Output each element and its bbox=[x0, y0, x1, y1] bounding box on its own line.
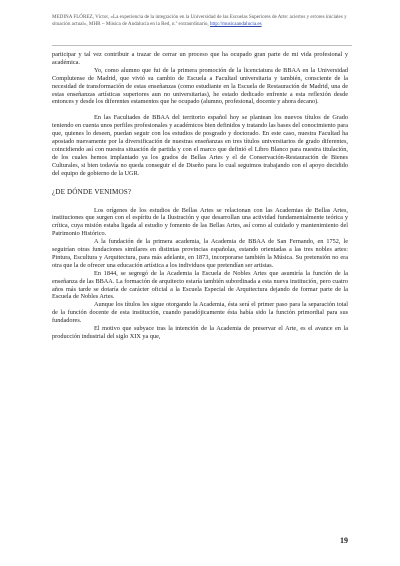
section-heading: ¿DE DÓNDE VENIMOS? bbox=[52, 187, 132, 196]
header-link[interactable]: http://musicaandalucia.es bbox=[209, 20, 262, 27]
article-body bbox=[52, 51, 348, 341]
header-citation: MEDINA FLÓREZ, Víctor, «La experiencia de la integración en la Universidad de las Escuelas Superiores de Arte: aciertos y errores iniciales y situación actual», MHR ~ Música de Andalucía en la Red, n.º extraordinario, bbox=[52, 14, 347, 27]
paragraph: En las Facultades de BBAA del territorio español hoy se plantean los nuevos títulos de Grado teniendo en cuenta unos perfiles profesionales y académicos bien definidos y tratando las bases del conocimiento para que, quienes lo deseen, puedan seguir con los estudios de posgrado y doctorado. En este caso, nuestra Facultad ha apostado nuevamente por la diversificación de nuestras enseñanzas en tres títulos universitarios de grado diferentes, coincidiendo así con nuestra situación de partida y con el marco que definió el Libro Blanco para nuestra titulación, de los cuales hemos implantado ya los grados de Bellas Artes y el de Conservación-Restauración de Bienes Culturales, si bien todavía no queda conseguir el de Diseño para lo cual seguimos trabajando con el apoyo decidido del equipo de gobierno de la UGR. bbox=[52, 114, 348, 177]
paragraph: participar y tal vez contribuir a trazar de cerrar un proceso que ha ocupado gran parte de mi vida profesional y académica. bbox=[52, 51, 348, 66]
paragraph: Yo, como alumno que fui de la primera promoción de la licenciatura de BBAA en la Universidad Complutense de Madrid, que vivió su cambio de Escuela a Facultad universitaria y también, consciente de la necesidad de transformación de estas enseñanzas (como estudiante en la Escuela de Restauración de Madrid, una de estas enseñanzas artísticas superiores aun no universitarias), he estado dedicado enfrente a esta reflexión desde entonces y desde los diferentes estamentos que he ocupado (alumno, profesional, docente y ahora decano). bbox=[52, 66, 348, 106]
paragraph: Los orígenes de los estudios de Bellas Artes se relacionan con las Academias de Bellas Artes, instituciones que surgen con el espíritu de la Ilustración y que desarrollan una actividad fundamentalmente teórica y crítica, cuya misión estaba ligada al estudio y fomento de las Bellas Artes, así como al cuidado y mantenimiento del Patrimonio Histórico. bbox=[52, 206, 348, 238]
running-header bbox=[52, 14, 352, 27]
paragraph: A la fundación de la primera academia, la Academia de BBAA de San Fernando, en 1752, le seguirían otras fundaciones similares en distintas provincias españolas, estando orientadas a las tres nobles artes: Pintura, Escultura y Arquitectura, para más adelante, en 1873, incorporarse también la Música. Su pretensión no era otra que la de ofrecer una educación artística a los individuos que pretendían ser artistas. bbox=[52, 238, 348, 269]
paragraph: En 1844, se segregó de la Academia la Escuela de Nobles Artes que asumiría la función de la enseñanza de las BBAA. La formación de arquitecto estaría también subordinada a esta nueva institución, pero cuatro años más tarde se dotaría de carácter oficial a la Escuela Especial de Arquitectura dejando de formar parte de la Escuela de Nobles Artes. bbox=[52, 269, 348, 301]
paragraph: Aunque los títulos les sigue otorgando la Academia, ésta será el primer paso para la separación total de la función docente de esta institución, cuando paradójicamente ésta había sido la función primordial para sus fundadores. bbox=[52, 301, 348, 325]
header-divider bbox=[52, 45, 352, 46]
paragraph: El motivo que subyace tras la intención de la Academia de preservar el Arte, es el avance en la producción industrial del siglo XIX ya que, bbox=[52, 325, 348, 340]
page-number: 19 bbox=[340, 536, 348, 545]
